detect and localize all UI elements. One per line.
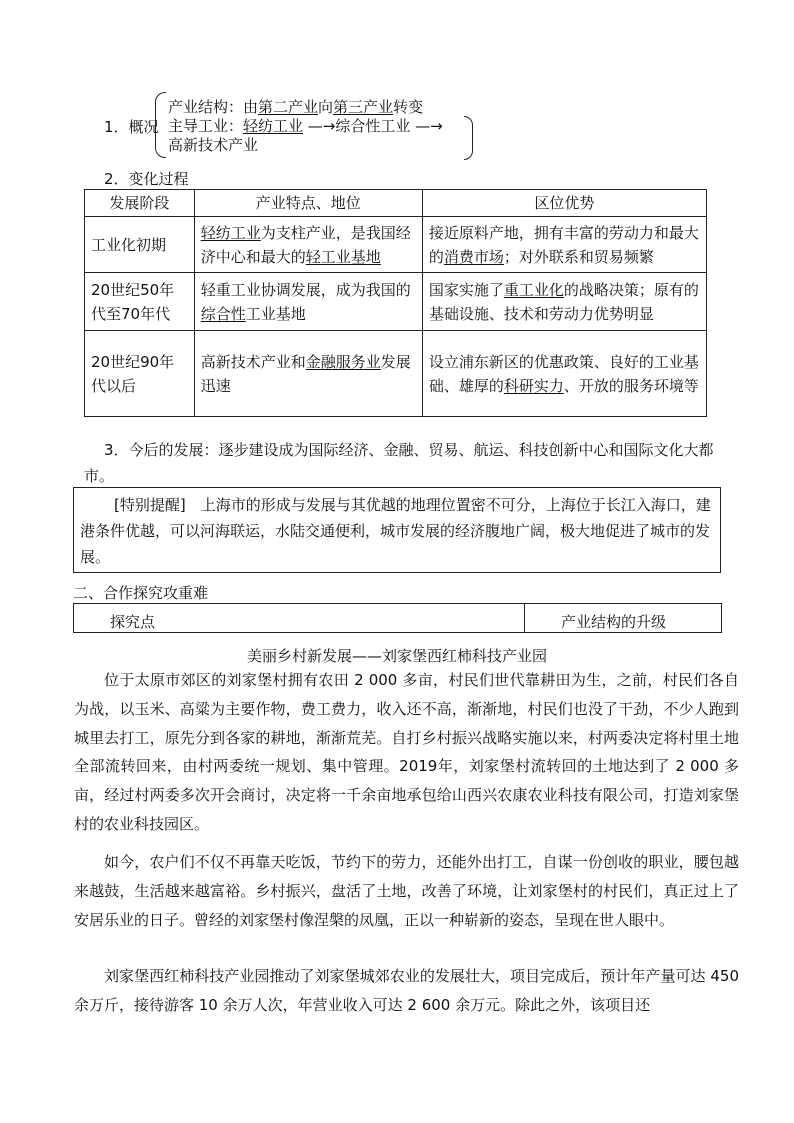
underlined-term: 消费市场 [443, 247, 504, 266]
divider [524, 604, 525, 632]
table-row [85, 217, 707, 273]
text: 设立浦东新区的优惠政策、良好的工业基础、雄厚的 [428, 352, 699, 395]
cell-advantage [422, 217, 706, 273]
underlined-term: 重工业化 [503, 280, 564, 299]
cell-stage: 20世纪90年代以后 [85, 331, 195, 417]
article-paragraph: 位于太原市郊区的刘家堡村拥有农田 2 000 多亩，村民们世代靠耕田为生，之前，村民们各自为战，以玉米、高粱为主要作物，费工费力，收入还不高，渐渐地，村民们也没了干劲，不少人跑到城里去打工，原先分到各家的耕地，渐渐荒芜。自打乡村振兴战略实施以来，村两委决定将村里土地全部流转回来，由村两委统一规划、集中管理。2019年，刘家堡村流转回的土地达到了 2 000 多亩，经过村两委多次开会商讨，决定将一千余亩地承包给山西兴农康农业科技有限公司，打造刘家堡村的农业科技园区。 [74, 671, 739, 833]
text: 国家实施了 [428, 280, 504, 299]
underlined-term: 金融服务业 [305, 352, 381, 371]
overview-leading-industry [168, 116, 443, 136]
explore-point-label: 探究点 [110, 613, 156, 631]
reminder-label: [特别提醒] [114, 496, 186, 514]
article-paragraph: 刘家堡西红柿科技产业园推动了刘家堡城郊农业的发展壮大，项目完成后，预计年产量可达 450 余万斤，接待游客 10 余万人次，年营业收入可达 2 600 余万元。除此之外，该项目还 [74, 967, 739, 1014]
special-reminder-box [73, 487, 721, 573]
overview-industry-structure [168, 97, 423, 117]
cell-advantage [422, 331, 706, 417]
underlined-term: 第二产业 [258, 98, 319, 116]
overview-hightech: 高新技术产业 [168, 136, 259, 154]
explore-point-bar [73, 603, 722, 633]
article-title: 美丽乡村新发展——刘家堡西红柿科技产业园 [246, 647, 547, 665]
text: 主导工业： [168, 117, 244, 135]
text: 接近原料产地，拥有丰富的劳动力和最大的 [428, 223, 699, 266]
text: 、开放的服务环境等 [563, 376, 699, 395]
header-feature: 产业特点、地位 [194, 190, 422, 217]
text: 为支柱产业，是我国经济中心和最大的 [200, 223, 411, 266]
underlined-term: 科研实力 [503, 376, 564, 395]
text: ；对外联系和贸易频繁 [503, 247, 654, 266]
text: 高新技术产业和 [200, 352, 306, 371]
development-stage-table [84, 189, 707, 417]
explore-point-topic: 产业结构的升级 [561, 613, 667, 631]
underlined-term: 综合性 [200, 304, 246, 323]
text: 发展迅速 [200, 352, 411, 395]
text: 转变 [393, 98, 424, 116]
table-row [85, 331, 707, 417]
underlined-term: 第三产业 [333, 98, 394, 116]
underlined-term: 轻工业基地 [305, 247, 381, 266]
text: 产业结构：由 [168, 98, 259, 116]
text: 向 [318, 98, 334, 116]
cell-feature [194, 217, 422, 273]
overview-label: 1．概况 [104, 118, 159, 136]
cell-advantage [422, 273, 706, 331]
section-3-text: 3．今后的发展：逐步建设成为国际经济、金融、贸易、航运、科技创新中心和国际文化大都市。 [84, 441, 714, 485]
special-reminder-text [80, 492, 714, 570]
header-stage: 发展阶段 [85, 190, 195, 217]
underlined-term: 轻纺工业 [200, 223, 261, 242]
section-2-title: 2．变化过程 [104, 170, 189, 188]
cell-feature [194, 273, 422, 331]
right-brace [464, 116, 473, 160]
text: 工业基地 [245, 304, 306, 323]
table-header-row [85, 190, 707, 217]
left-brace [155, 92, 166, 158]
underlined-term: 轻纺工业 [243, 117, 304, 135]
text: —→综合性工业 —→ [303, 117, 443, 135]
table-row [85, 273, 707, 331]
header-advantage: 区位优势 [422, 190, 706, 217]
reminder-body: 上海市的形成与发展与其优越的地理位置密不可分，上海位于长江入海口，建港条件优越，可以河海联运，水陆交通便利，城市发展的经济腹地广阔，极大地促进了城市的发展。 [80, 496, 711, 566]
section-cooperative-title: 二、合作探究攻重难 [73, 584, 209, 602]
cell-stage: 工业化初期 [85, 217, 195, 273]
cell-feature [194, 331, 422, 417]
cell-stage: 20世纪50年代至70年代 [85, 273, 195, 331]
article-paragraph: 如今，农户们不仅不再靠天吃饭，节约下的劳力，还能外出打工，自谋一份创收的职业，腰包越来越鼓，生活越来越富裕。乡村振兴，盘活了土地，改善了环境，让刘家堡村的村民们，真正过上了安居乐业的日子。曾经的刘家堡村像涅槃的凤凰，正以一种崭新的姿态，呈现在世人眼中。 [74, 853, 739, 929]
text: 轻重工业协调发展，成为我国的 [200, 280, 411, 299]
text: 的战略决策；原有的基础设施、技术和劳动力优势明显 [428, 280, 699, 323]
